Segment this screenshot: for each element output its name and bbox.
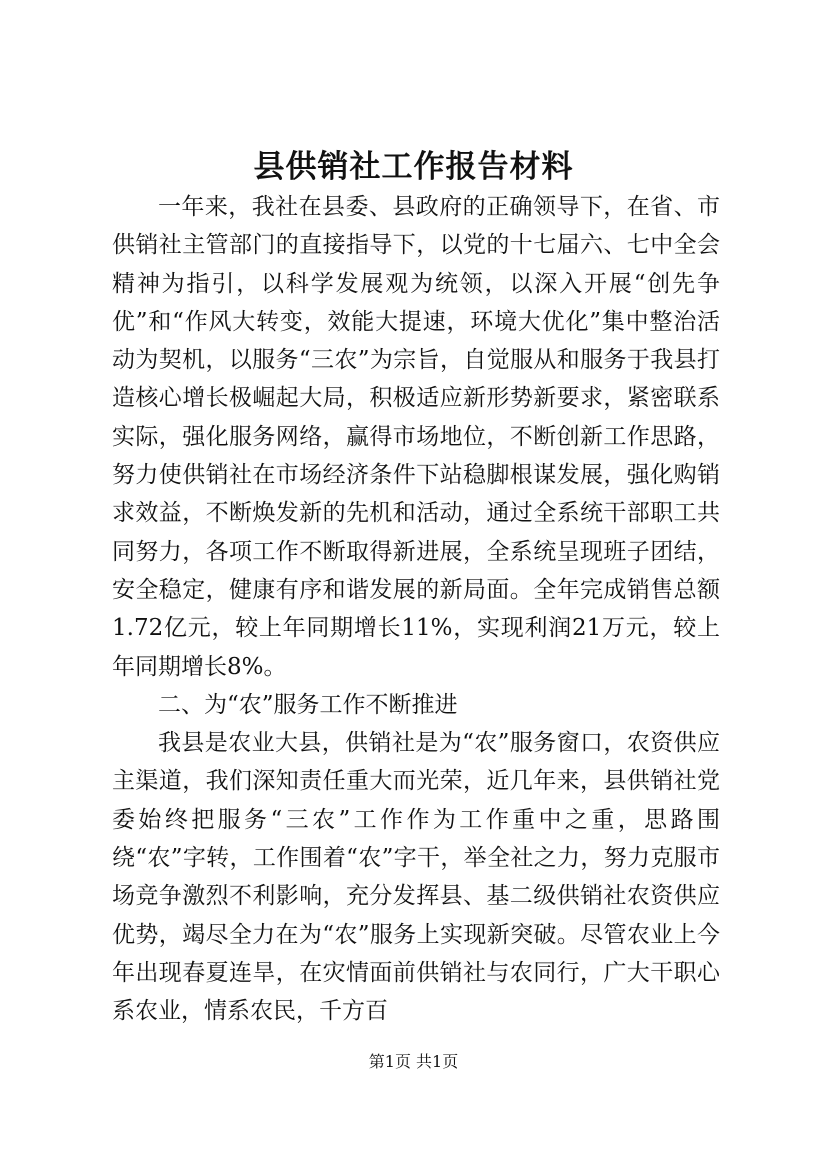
paragraph-section-two: 我县是农业大县，供销社是为“农”服务窗口，农资供应主渠道，我们深知责任重大而光荣，近几年来，县供销社党委始终把服务“三农”工作作为工作重中之重，思路围绕“农”字转，工作围着“农”字干，举全社之力，努力克服市场竞争激烈不利影响，充分发挥县、基二级供销社农资供应优势，竭尽全力在为“农”服务上实现新突破。尽管农业上今年出现春夏连旱，在灾情面前供销社与农同行，广大干职心系农业，情系农民，千方百 <box>112 730 720 1025</box>
page-title: 县供销社工作报告材料 <box>253 149 574 185</box>
page-footer: 第1页 共1页 <box>368 1052 459 1071</box>
document-body <box>112 188 720 1031</box>
paragraph-intro: 一年来，我社在县委、县政府的正确领导下，在省、市供销社主管部门的直接指导下，以党的十七届六、七中全会精神为指引，以科学发展观为统领，以深入开展“创先争优”和“作风大转变，效能大提速，环境大优化”集中整治活动为契机，以服务“三农”为宗旨，自觉服从和服务于我县打造核心增长极崛起大局，积极适应新形势新要求，紧密联系实际，强化服务网络，赢得市场地位，不断创新工作思路，努力使供销社在市场经济条件下站稳脚根谋发展，强化购销求效益，不断焕发新的先机和活动，通过全系统干部职工共同努力，各项工作不断取得新进展，全系统呈现班子团结，安全稳定，健康有序和谐发展的新局面。全年完成销售总额1.72亿元，较上年同期增长11%，实现利润21万元，较上年同期增长8%。 <box>112 194 720 680</box>
section-heading: 二、为“农”服务工作不断推进 <box>158 691 458 718</box>
